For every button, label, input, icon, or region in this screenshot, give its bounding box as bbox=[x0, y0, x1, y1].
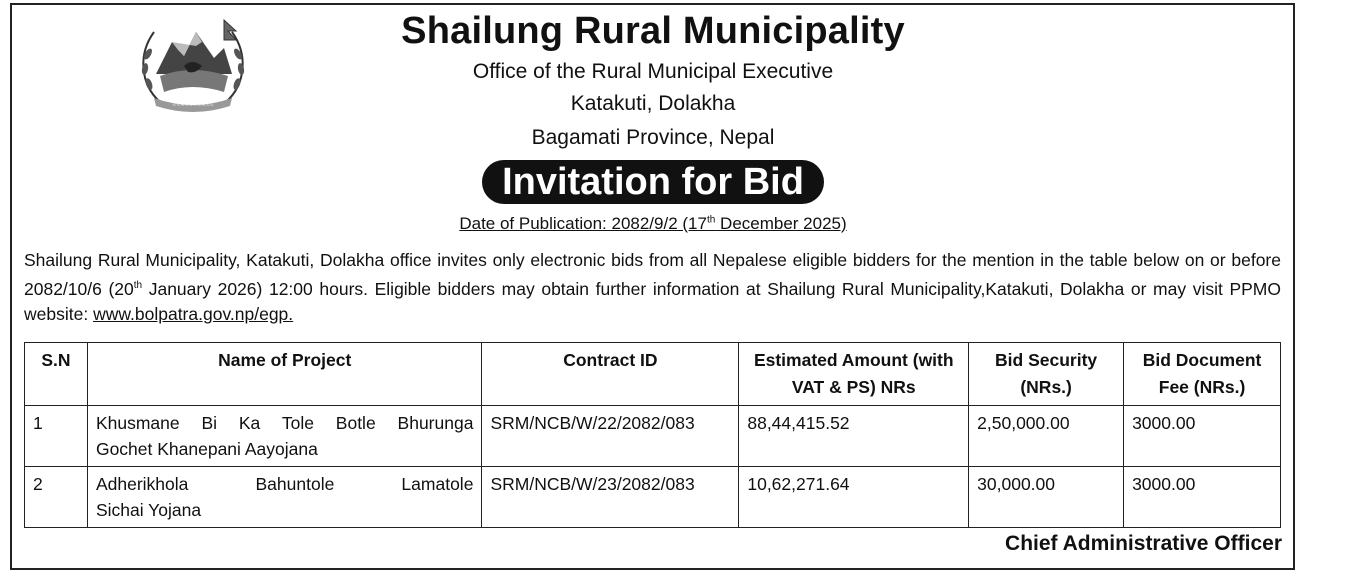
header-security: Bid Security (NRs.) bbox=[969, 343, 1124, 406]
intro-paragraph: Shailung Rural Municipality, Katakuti, Dolakha office invites only electronic bids from all Nepalese eligible bidders for the mention in the table below on or before 2082/10/6 (20th January 2026) 12:00 hours. Eligible bidders may obtain further information at Shailung Rural Municipality,Katakuti, Dolakha or may visit PPMO website: www.bolpatra.gov.np/egp. bbox=[24, 250, 1281, 324]
header-sn: S.N bbox=[25, 343, 88, 406]
bid-table bbox=[24, 342, 1281, 528]
header-project: Name of Project bbox=[87, 343, 481, 406]
office-name: Office of the Rural Municipal Executive bbox=[472, 60, 834, 83]
notice-title-badge: Invitation for Bid bbox=[482, 160, 824, 204]
cell-security: 30,000.00 bbox=[969, 467, 1124, 528]
office-location: Katakuti, Dolakha bbox=[570, 92, 736, 115]
svg-text:~~~~~~~~~~: ~~~~~~~~~~ bbox=[172, 103, 214, 109]
cell-sn: 2 bbox=[25, 467, 88, 528]
cell-contract-id: SRM/NCB/W/22/2082/083 bbox=[482, 406, 739, 467]
municipality-title: Shailung Rural Municipality bbox=[401, 10, 905, 52]
signatory-title: Chief Administrative Officer bbox=[1005, 532, 1282, 555]
header-fee: Bid Document Fee (NRs.) bbox=[1124, 343, 1281, 406]
cell-contract-id: SRM/NCB/W/23/2082/083 bbox=[482, 467, 739, 528]
table-row bbox=[25, 467, 1281, 528]
header-amount: Estimated Amount (with VAT & PS) NRs bbox=[739, 343, 969, 406]
publication-date: Date of Publication: 2082/9/2 (17th December 2025) bbox=[459, 214, 847, 233]
cell-amount: 88,44,415.52 bbox=[739, 406, 969, 467]
cell-fee: 3000.00 bbox=[1124, 406, 1281, 467]
header-contract-id: Contract ID bbox=[482, 343, 739, 406]
cell-security: 2,50,000.00 bbox=[969, 406, 1124, 467]
ppmo-website-link[interactable]: www.bolpatra.gov.np/egp. bbox=[93, 303, 294, 324]
cell-fee: 3000.00 bbox=[1124, 467, 1281, 528]
cell-amount: 10,62,271.64 bbox=[739, 467, 969, 528]
province-country: Bagamati Province, Nepal bbox=[531, 126, 775, 149]
table-row bbox=[25, 406, 1281, 467]
cell-project: Adherikhola Bahuntole Lamatole Sichai Yojana bbox=[87, 467, 481, 528]
table-header-row bbox=[25, 343, 1281, 406]
cell-project: Khusmane Bi Ka Tole Botle Bhurunga Gochet Khanepani Aayojana bbox=[87, 406, 481, 467]
cell-sn: 1 bbox=[25, 406, 88, 467]
